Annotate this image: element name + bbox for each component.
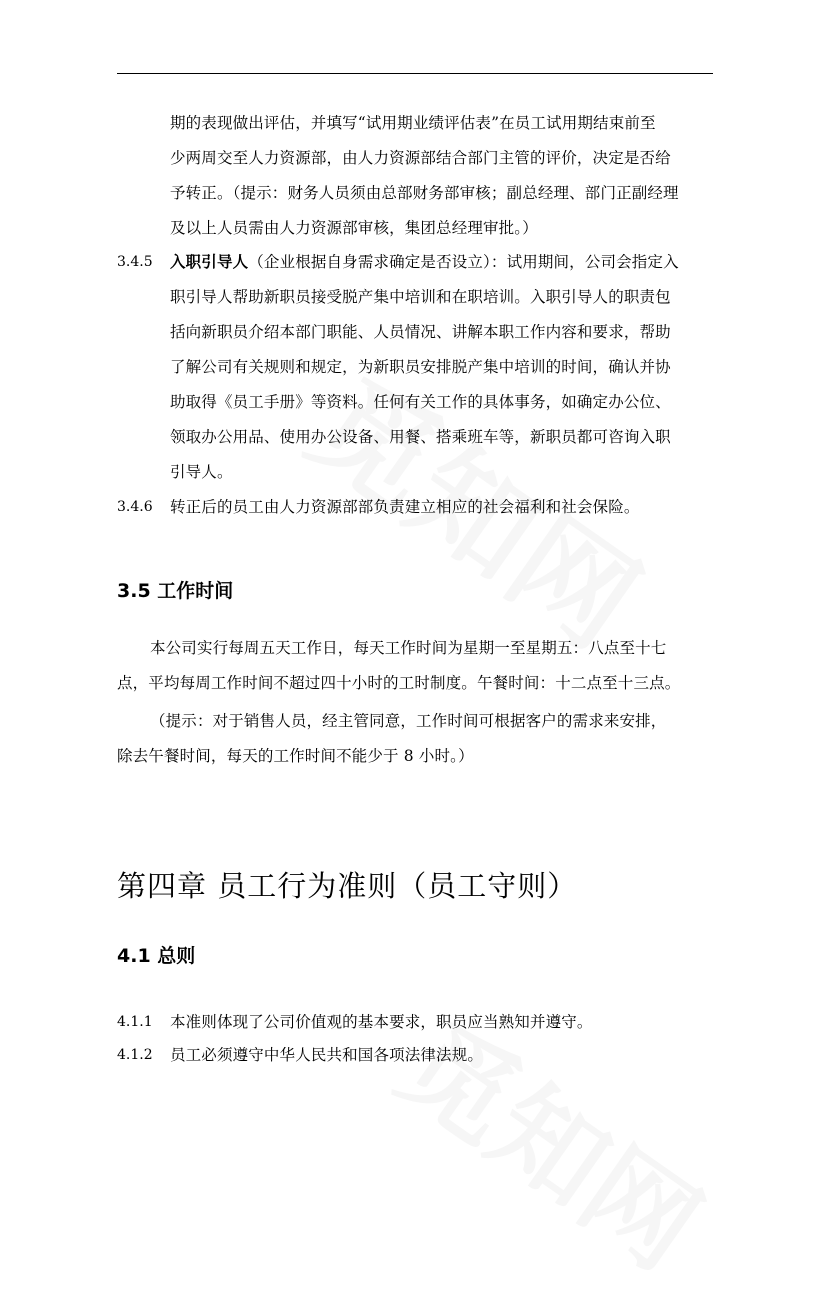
paragraph-line: 点，平均每周工作时间不超过四十小时的工时制度。午餐时间：十二点至十三点。 xyxy=(117,674,681,692)
clause-text: 本准则体现了公司价值观的基本要求，职员应当熟知并遵守。 xyxy=(170,1013,593,1031)
paragraph-line: 职引导人帮助新职员接受脱产集中培训和在职培训。入职引导人的职责包 xyxy=(170,288,671,306)
clause-number: 3.4.5 xyxy=(117,254,153,270)
paragraph-line: 予转正。（提示：财务人员须由总部财务部审核；副总经理、部门正副经理 xyxy=(170,184,679,202)
header-rule xyxy=(117,73,713,74)
paragraph-line: 引导人。 xyxy=(170,463,233,481)
paragraph-line: 本公司实行每周五天工作日，每天工作时间为星期一至星期五：八点至十七 xyxy=(150,639,667,657)
clause-number: 3.4.6 xyxy=(117,499,153,515)
paragraph-line: 及以上人员需由人力资源部审核，集团总经理审批。） xyxy=(170,219,538,237)
section-heading: 4.1 总则 xyxy=(117,945,196,967)
clause-number: 4.1.2 xyxy=(117,1047,153,1063)
paragraph-line: 括向新职员介绍本部门职能、人员情况、讲解本职工作内容和要求，帮助 xyxy=(170,323,671,341)
paragraph-line: 除去午餐时间，每天的工作时间不能少于 8 小时。） xyxy=(117,747,474,765)
clause-text: （企业根据自身需求确定是否设立）：试用期间，公司会指定入 xyxy=(248,253,679,271)
paragraph-line: 了解公司有关规则和规定，为新职员安排脱产集中培训的时间，确认并协 xyxy=(170,358,671,376)
paragraph-line: 少两周交至人力资源部，由人力资源部结合部门主管的评价，决定是否给 xyxy=(170,149,671,167)
paragraph-line: （提示：对于销售人员，经主管同意，工作时间可根据客户的需求来安排， xyxy=(150,712,667,730)
clause-first-line xyxy=(170,252,679,272)
clause-text: 转正后的员工由人力资源部部负责建立相应的社会福利和社会保险。 xyxy=(170,498,640,516)
paragraph-line: 领取办公用品、使用办公设备、用餐、搭乘班车等，新职员都可咨询入职 xyxy=(170,428,671,446)
chapter-title: 第四章 员工行为准则（员工守则） xyxy=(117,869,578,903)
clause-text: 员工必须遵守中华人民共和国各项法律法规。 xyxy=(170,1046,484,1064)
section-heading: 3.5 工作时间 xyxy=(117,580,234,602)
clause-title: 入职引导人 xyxy=(170,252,249,271)
paragraph-line: 助取得《员工手册》等资料。任何有关工作的具体事务，如确定办公位、 xyxy=(170,393,671,411)
paragraph-line: 期的表现做出评估，并填写“试用期业绩评估表”在员工试用期结束前至 xyxy=(170,114,656,132)
clause-number: 4.1.1 xyxy=(117,1014,153,1030)
